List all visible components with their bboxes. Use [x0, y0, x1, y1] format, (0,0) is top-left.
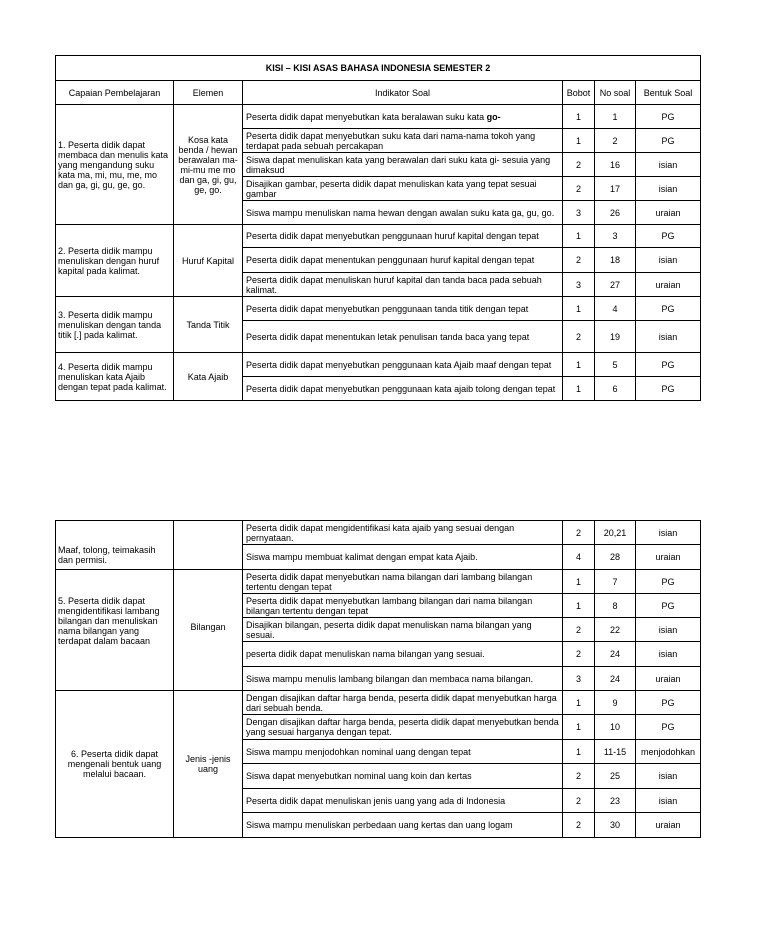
bentuk-soal-cell: isian — [636, 642, 701, 667]
header-indikator: Indikator Soal — [243, 81, 563, 105]
elemen-cell: Tanda Titik — [174, 297, 243, 353]
bentuk-soal-cell: isian — [636, 177, 701, 201]
no-soal-cell: 24 — [595, 642, 636, 667]
no-soal-cell: 11-15 — [595, 740, 636, 764]
bentuk-soal-cell: PG — [636, 297, 701, 321]
header-elemen: Elemen — [174, 81, 243, 105]
bobot-cell: 2 — [563, 153, 595, 177]
no-soal-cell: 2 — [595, 129, 636, 153]
document-title: KISI – KISI ASAS BAHASA INDONESIA SEMESTER 2 — [56, 56, 701, 81]
bentuk-soal-cell: PG — [636, 129, 701, 153]
bobot-cell: 1 — [563, 740, 595, 764]
bobot-cell: 1 — [563, 297, 595, 321]
capaian-cell: 5. Peserta didik dapat mengidentifikasi lambang bilangan dan menuliskan nama bilangan yang terdapat dalam bacaan — [56, 570, 174, 691]
bobot-cell: 2 — [563, 642, 595, 667]
no-soal-cell: 19 — [595, 321, 636, 353]
indikator-cell: Siswa dapat menuliskan kata yang berawalan dari suku kata gi- sesuia yang dimaksud — [243, 153, 563, 177]
indikator-cell: peserta didik dapat menuliskan nama bilangan yang sesuai. — [243, 642, 563, 667]
bobot-cell: 1 — [563, 129, 595, 153]
indikator-cell: Peserta didik dapat menyebutkan penggunaan tanda titik dengan tepat — [243, 297, 563, 321]
no-soal-cell: 16 — [595, 153, 636, 177]
bobot-cell: 1 — [563, 377, 595, 401]
header-capaian: Capaian Pembelajaran — [56, 81, 174, 105]
no-soal-cell: 20,21 — [595, 521, 636, 545]
indikator-cell: Peserta didik dapat menyebutkan penggunaan kata ajaib tolong dengan tepat — [243, 377, 563, 401]
indikator-text: Peserta didik dapat menyebutkan kata beralawan suku kata — [246, 111, 487, 122]
indikator-cell: Peserta didik dapat mengidentifikasi kata ajaib yang sesuai dengan pernyataan. — [243, 521, 563, 545]
bobot-cell: 1 — [563, 225, 595, 248]
bentuk-soal-cell: isian — [636, 764, 701, 789]
indikator-cell: Peserta didik dapat menuliskan jenis uang yang ada di Indonesia — [243, 789, 563, 813]
capaian-cell: 6. Peserta didik dapat mengenali bentuk uang melalui bacaan. — [56, 691, 174, 838]
bentuk-soal-cell: PG — [636, 570, 701, 594]
indikator-cell: Peserta didik dapat menentukan penggunaan huruf kapital dengan tepat — [243, 248, 563, 273]
no-soal-cell: 25 — [595, 764, 636, 789]
bentuk-soal-cell: PG — [636, 353, 701, 377]
no-soal-cell: 4 — [595, 297, 636, 321]
indikator-bold-text: go- — [486, 111, 501, 122]
table-row — [56, 521, 701, 545]
table-row — [56, 225, 701, 248]
capaian-cell: 4. Peserta didik mampu menuliskan kata Ajaib dengan tepat pada kalimat. — [56, 353, 174, 401]
header-bobot: Bobot — [563, 81, 595, 105]
bobot-cell: 2 — [563, 248, 595, 273]
bentuk-soal-cell: PG — [636, 377, 701, 401]
kisi-table-page-1 — [55, 55, 701, 401]
bentuk-soal-cell: uraian — [636, 813, 701, 838]
bobot-cell: 1 — [563, 691, 595, 715]
bobot-cell: 4 — [563, 545, 595, 570]
bobot-cell: 2 — [563, 764, 595, 789]
no-soal-cell: 10 — [595, 715, 636, 740]
indikator-cell: Peserta didik dapat menyebutkan nama bilangan dari lambang bilangan tertentu dengan tepat — [243, 570, 563, 594]
bentuk-soal-cell: isian — [636, 153, 701, 177]
elemen-cell — [174, 521, 243, 570]
bobot-cell: 2 — [563, 177, 595, 201]
elemen-cell: Jenis -jenis uang — [174, 691, 243, 838]
indikator-cell: Siswa dapat menyebutkan nominal uang koin dan kertas — [243, 764, 563, 789]
bobot-cell: 1 — [563, 594, 595, 618]
no-soal-cell: 28 — [595, 545, 636, 570]
bobot-cell: 3 — [563, 273, 595, 297]
indikator-cell: Siswa mampu menjodohkan nominal uang dengan tepat — [243, 740, 563, 764]
table-header-row — [56, 81, 701, 105]
bentuk-soal-cell: isian — [636, 321, 701, 353]
indikator-cell: Peserta didik dapat menyebutkan penggunaan huruf kapital dengan tepat — [243, 225, 563, 248]
capaian-cell: Maaf, tolong, teimakasih dan permisi. — [56, 521, 174, 570]
indikator-cell: Peserta didik dapat menuliskan huruf kapital dan tanda baca pada sebuah kalimat. — [243, 273, 563, 297]
bobot-cell: 1 — [563, 570, 595, 594]
indikator-cell: Peserta didik dapat menyebutkan suku kata dari nama-nama tokoh yang terdapat pada sebuah percakapan — [243, 129, 563, 153]
bentuk-soal-cell: uraian — [636, 201, 701, 225]
no-soal-cell: 5 — [595, 353, 636, 377]
table-row — [56, 105, 701, 129]
no-soal-cell: 7 — [595, 570, 636, 594]
bentuk-soal-cell: uraian — [636, 545, 701, 570]
table-row — [56, 570, 701, 594]
elemen-cell: Huruf Kapital — [174, 225, 243, 297]
capaian-cell: 1. Peserta didik dapat membaca dan menulis kata yang mengandung suku kata ma, mi, mu, me, mo dan ga, gi, gu, ge, go. — [56, 105, 174, 225]
table-row — [56, 691, 701, 715]
kisi-table-page-2 — [55, 520, 701, 838]
indikator-cell: Siswa mampu menuliskan perbedaan uang kertas dan uang logam — [243, 813, 563, 838]
bobot-cell: 2 — [563, 521, 595, 545]
indikator-cell — [243, 105, 563, 129]
elemen-cell: Kata Ajaib — [174, 353, 243, 401]
table-row — [56, 297, 701, 321]
no-soal-cell: 6 — [595, 377, 636, 401]
bobot-cell: 3 — [563, 667, 595, 691]
indikator-cell: Disajikan bilangan, peserta didik dapat menuliskan nama bilangan yang sesuai. — [243, 618, 563, 642]
bentuk-soal-cell: isian — [636, 248, 701, 273]
bobot-cell: 2 — [563, 813, 595, 838]
bentuk-soal-cell: PG — [636, 105, 701, 129]
no-soal-cell: 18 — [595, 248, 636, 273]
no-soal-cell: 1 — [595, 105, 636, 129]
indikator-cell: Disajikan gambar, peserta didik dapat menuliskan kata yang tepat sesuai gambar — [243, 177, 563, 201]
elemen-cell: Bilangan — [174, 570, 243, 691]
bentuk-soal-cell: uraian — [636, 667, 701, 691]
bobot-cell: 3 — [563, 201, 595, 225]
bobot-cell: 1 — [563, 715, 595, 740]
indikator-cell: Siswa mampu membuat kalimat dengan empat kata Ajaib. — [243, 545, 563, 570]
indikator-cell: Siswa mampu menulis lambang bilangan dan membaca nama bilangan. — [243, 667, 563, 691]
header-no-soal: No soal — [595, 81, 636, 105]
bentuk-soal-cell: isian — [636, 521, 701, 545]
bobot-cell: 1 — [563, 105, 595, 129]
no-soal-cell: 9 — [595, 691, 636, 715]
indikator-cell: Dengan disajikan daftar harga benda, peserta didik dapat menyebutkan harga dari sebuah benda. — [243, 691, 563, 715]
bentuk-soal-cell: isian — [636, 618, 701, 642]
bentuk-soal-cell: PG — [636, 225, 701, 248]
no-soal-cell: 8 — [595, 594, 636, 618]
elemen-cell: Kosa kata benda / hewan berawalan ma-mi-mu me mo dan ga, gi, gu, ge, go. — [174, 105, 243, 225]
indikator-cell: Siswa mampu menuliskan nama hewan dengan awalan suku kata ga, gu, go. — [243, 201, 563, 225]
bobot-cell: 2 — [563, 618, 595, 642]
capaian-cell: 3. Peserta didik mampu menuliskan dengan tanda titik [.] pada kalimat. — [56, 297, 174, 353]
bentuk-soal-cell: isian — [636, 789, 701, 813]
no-soal-cell: 30 — [595, 813, 636, 838]
bentuk-soal-cell: PG — [636, 594, 701, 618]
no-soal-cell: 23 — [595, 789, 636, 813]
indikator-cell: Peserta didik dapat menyebutkan penggunaan kata Ajaib maaf dengan tepat — [243, 353, 563, 377]
header-bentuk-soal: Bentuk Soal — [636, 81, 701, 105]
bentuk-soal-cell: PG — [636, 715, 701, 740]
indikator-cell: Peserta didik dapat menentukan letak penulisan tanda baca yang tepat — [243, 321, 563, 353]
bentuk-soal-cell: menjodohkan — [636, 740, 701, 764]
no-soal-cell: 26 — [595, 201, 636, 225]
bobot-cell: 2 — [563, 321, 595, 353]
bobot-cell: 2 — [563, 789, 595, 813]
no-soal-cell: 24 — [595, 667, 636, 691]
no-soal-cell: 3 — [595, 225, 636, 248]
bentuk-soal-cell: PG — [636, 691, 701, 715]
capaian-cell: 2. Peserta didik mampu menuliskan dengan huruf kapital pada kalimat. — [56, 225, 174, 297]
no-soal-cell: 22 — [595, 618, 636, 642]
bobot-cell: 1 — [563, 353, 595, 377]
no-soal-cell: 27 — [595, 273, 636, 297]
table-row — [56, 353, 701, 377]
indikator-cell: Peserta didik dapat menyebutkan lambang bilangan dari nama bilangan bilangan tertentu dengan tepat — [243, 594, 563, 618]
indikator-cell: Dengan disajikan daftar harga benda, peserta didik dapat menyebutkan benda yang sesuai harganya dengan tepat. — [243, 715, 563, 740]
bentuk-soal-cell: uraian — [636, 273, 701, 297]
no-soal-cell: 17 — [595, 177, 636, 201]
